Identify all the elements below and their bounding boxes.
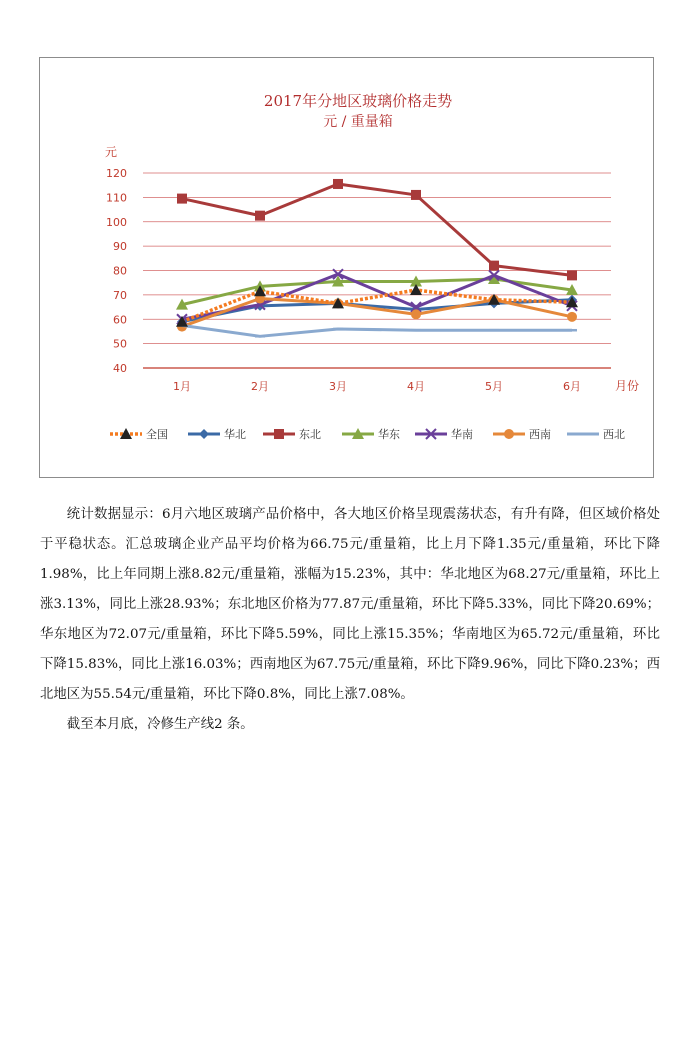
x-axis-unit: 月份: [615, 379, 640, 393]
legend-label: 西南: [529, 428, 551, 441]
legend-item: [110, 427, 168, 441]
legend-marker: [274, 429, 284, 439]
x-tick-label: 3月: [329, 380, 347, 393]
legend-item: [415, 427, 473, 441]
series-line: [182, 325, 572, 336]
chart-subtitle: 元 / 重量箱: [323, 114, 393, 130]
y-tick-label: 110: [106, 191, 127, 205]
data-point: [489, 261, 499, 271]
legend-label: 华南: [451, 428, 473, 441]
legend-label: 全国: [146, 428, 168, 441]
data-point: [333, 179, 343, 189]
legend-item: [342, 427, 400, 441]
legend-item: [188, 427, 246, 441]
data-point: [255, 211, 265, 221]
y-tick-label: 90: [113, 240, 127, 254]
x-tick-label: 6月: [563, 380, 581, 393]
series-5: [177, 294, 577, 332]
data-point: [567, 270, 577, 280]
legend-label: 华北: [224, 428, 246, 441]
legend-item: [263, 428, 321, 441]
chart-container: [39, 57, 654, 478]
series-1: [177, 295, 577, 327]
paragraph-cold-repair: 截至本月底，冷修生产线2 条。: [66, 717, 254, 732]
legend-item: [493, 428, 551, 441]
y-tick-label: 100: [106, 215, 127, 229]
paragraph-statistics: 统计数据显示：6月六地区玻璃产品价格中，各大地区价格呈现震荡状态，有升有降，但区域价格处于平稳状态。汇总玻璃企业产品平均价格为66.75元/重量箱，比上月下降1.35元/重量箱，环比下降1.98%，比上年同期上涨8.82元/重量箱，涨幅为15.23%，其中：华北地区为68.27元/重量箱，环比上涨3.13%，同比上涨28.93%；东北地区价格为77.87元/重量箱，环比下降5.33%，同比下降20.69%；华东地区为72.07元/重量箱，环比下降5.59%，同比上涨15.35%；华南地区为65.72元/重量箱，环比下降15.83%，同比上涨16.03%；西南地区为67.75元/重量箱，环比下降9.96%，同比下降0.23%；西北地区为55.54元/重量箱，环比下降0.8%，同比上涨7.08%。: [40, 507, 660, 702]
legend-label: 华东: [378, 428, 400, 441]
y-tick-label: 50: [113, 337, 127, 351]
x-tick-label: 1月: [173, 380, 191, 393]
legend-label: 西北: [603, 428, 625, 441]
y-axis-unit: 元: [105, 145, 118, 159]
chart-title: 2017年分地区玻璃价格走势: [263, 92, 453, 110]
legend-marker: [504, 429, 514, 439]
data-point: [567, 312, 577, 322]
y-tick-label: 80: [113, 264, 127, 278]
x-tick-label: 4月: [407, 380, 425, 393]
data-point: [411, 309, 421, 319]
y-tick-label: 70: [113, 288, 127, 302]
analysis-text: [40, 500, 660, 740]
legend-item: [567, 428, 625, 441]
data-point: [411, 190, 421, 200]
price-trend-chart: [40, 58, 655, 479]
y-tick-label: 40: [113, 362, 127, 375]
y-tick-label: 120: [106, 167, 127, 180]
series-line: [182, 299, 572, 327]
legend-label: 东北: [299, 428, 321, 441]
legend-marker: [199, 429, 209, 439]
y-tick-label: 60: [113, 313, 127, 327]
series-2: [177, 179, 577, 280]
data-point: [177, 194, 187, 204]
x-tick-label: 5月: [485, 380, 503, 393]
x-tick-label: 2月: [251, 380, 269, 393]
series-6: [177, 325, 577, 336]
